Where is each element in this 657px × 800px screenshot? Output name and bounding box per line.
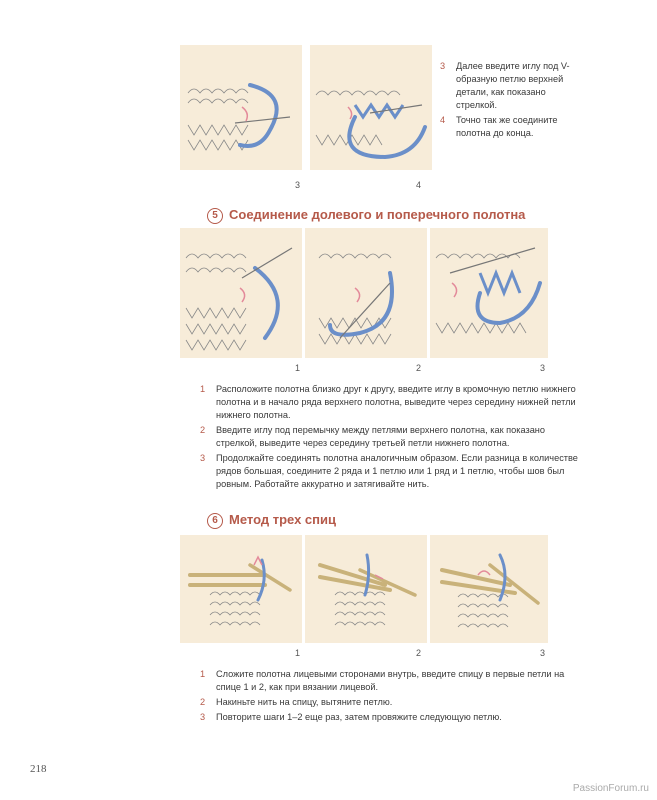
figure-number: 3 [295,180,301,190]
step-text: Введите иглу под перемычку между петлями верхнего полотна, как показано стрелкой, выведите через середину третьей петли нижнего полотна. [216,425,545,448]
step-item [440,114,580,140]
step-item [200,711,585,724]
illustration-s5-2 [305,228,427,358]
section-5-heading [207,207,525,224]
step-number: 3 [440,61,446,71]
step-number: 3 [200,453,206,463]
step-item [200,424,585,450]
section-6-steps [200,668,585,726]
section-title: Метод трех спиц [229,512,336,527]
figure-number: 2 [416,648,422,658]
step-number: 4 [440,115,446,125]
step-item [200,452,585,491]
illustration-s5-3 [430,228,548,358]
illustration-s6-2 [305,535,427,643]
section-6-heading [207,512,336,529]
step-item [200,383,585,422]
step-number: 3 [200,712,206,722]
step-text: Далее введите иглу под V-образную петлю верхней детали, как показано стрелкой. [456,61,570,110]
step-text: Накиньте нить на спицу, вытяните петлю. [216,697,393,707]
step-text: Расположите полотна близко друг к другу, введите иглу в кромочную петлю нижнего полотна и в начало ряда верхнего полотна, выведите через середину нижней петли нижнего полотна. [216,384,576,420]
step-text: Сложите полотна лицевыми сторонами внутрь, введите спицу в первые петли на спице 1 и 2, как при вязании лицевой. [216,669,565,692]
watermark: PassionForum.ru [572,783,649,794]
illustration-top-4 [310,45,432,170]
page-number: 218 [30,763,47,775]
top-steps [440,60,580,142]
figure-number: 1 [295,648,301,658]
section-number: 6 [207,513,223,529]
step-text: Повторите шаги 1–2 еще раз, затем провяжите следующую петлю. [216,712,502,722]
figure-number: 3 [540,648,546,658]
illustration-s6-1 [180,535,302,643]
step-number: 2 [200,425,206,435]
figure-number: 2 [416,363,422,373]
step-item [200,668,585,694]
step-text: Продолжайте соединять полотна аналогичным образом. Если разница в количестве рядов большая, соедините 2 ряда и 1 петлю или 1 ряд и 1 петлю, чтобы шов был ровным. Работайте аккуратно и затягивайте нить. [216,453,578,489]
illustration-s6-3 [430,535,548,643]
step-number: 1 [200,384,206,394]
illustration-top-3 [180,45,302,170]
figure-number: 1 [295,363,301,373]
step-text: Точно так же соедините полотна до конца. [456,115,558,138]
step-item [200,696,585,709]
step-number: 1 [200,669,206,679]
step-item [440,60,580,112]
section-number: 5 [207,208,223,224]
section-title: Соединение долевого и поперечного полотна [229,207,526,222]
figure-number: 3 [540,363,546,373]
illustration-s5-1 [180,228,302,358]
step-number: 2 [200,697,206,707]
figure-number: 4 [416,180,422,190]
section-5-steps [200,383,585,493]
